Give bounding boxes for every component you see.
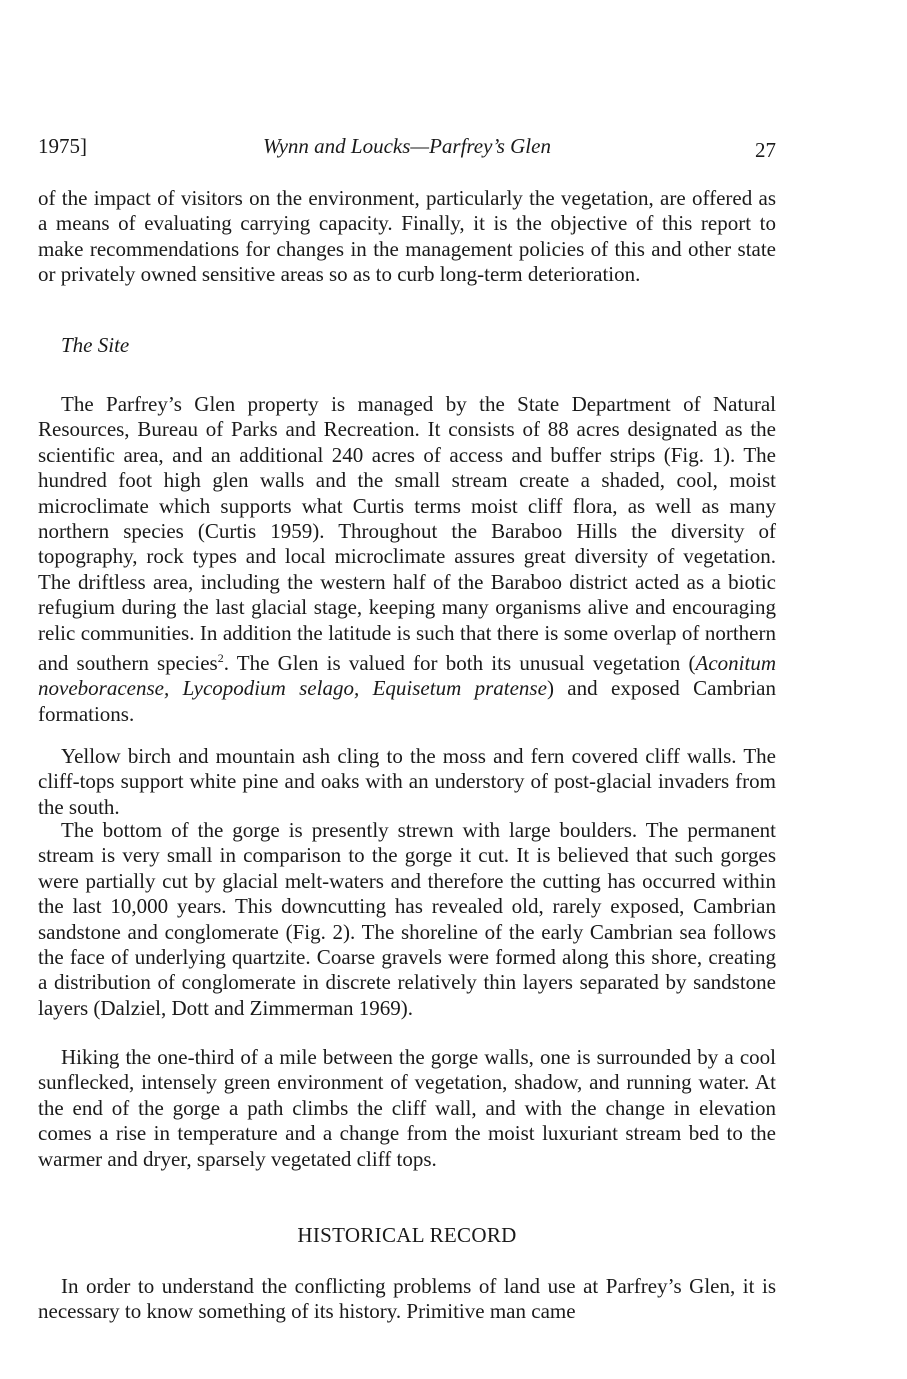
article-running-title: Wynn and Loucks—Parfrey’s Glen	[263, 134, 551, 158]
species-list: Aconitum noveboracense, Lycopodium selago, Equisetum pratense	[38, 651, 776, 701]
site-p1-text-c: ) and exposed Cambrian formations.	[38, 676, 776, 726]
site-paragraph-1	[38, 392, 776, 727]
page-number: 27	[755, 138, 776, 162]
page	[38, 0, 776, 1379]
historical-record-heading: HISTORICAL RECORD	[297, 1223, 517, 1247]
site-paragraph-3: The bottom of the gorge is presently strewn with large boulders. The permanent stream is very small in comparison to the gorge it cut. It is believed that such gorges were partially cut by glacial melt-waters and therefore the cutting has occurred within the last 10,000 years. This downcutting has revealed old, rarely exposed, Cambrian sandstone and conglomerate (Fig. 2). The shoreline of the early Cambrian sea follows the face of underlying quartzite. Coarse gravels were formed along this shore, creating a distribution of conglomerate in discrete relatively thin layers separated by sandstone layers (Dalziel, Dott and Zimmerman 1969).	[38, 818, 776, 1020]
intro-paragraph: of the impact of visitors on the environment, particularly the vegetation, are offered as a means of evaluating carrying capacity. Finally, it is the objective of this report to make recommendations for changes in the management policies of this and other state or privately owned sensitive areas so as to curb long-term deterioration.	[38, 186, 776, 287]
site-paragraph-2: Yellow birch and mountain ash cling to the moss and fern covered cliff walls. The cliff-tops support white pine and oaks with an understory of post-glacial invaders from the south.	[38, 744, 776, 819]
site-heading: The Site	[61, 333, 130, 357]
footnote-marker: 2	[217, 651, 224, 666]
site-p1-text-a: The Parfrey’s Glen property is managed by the State Department of Natural Resources, Bureau of Parks and Recreation. It consists of 88 acres designated as the scientific area, and an additional 240 acres of access and buffer strips (Fig. 1). The hundred foot high glen walls and the small stream create a shaded, cool, moist microclimate which supports what Curtis terms moist cliff flora, as well as many northern species (Curtis 1959). Throughout the Baraboo Hills the diversity of topography, rock types and local microclimate assures great diversity of vegetation. The driftless area, including the western half of the Baraboo district acted as a biotic refugium during the last glacial stage, keeping many organisms alive and encouraging relic communities. In addition the latitude is such that there is some overlap of northern and southern species	[38, 392, 776, 676]
site-p1-text-b: . The Glen is valued for both its unusual vegetation (	[223, 651, 696, 676]
historical-paragraph-1: In order to understand the conflicting problems of land use at Parfrey’s Glen, it is necessary to know something of its history. Primitive man came	[38, 1274, 776, 1324]
running-head	[38, 134, 776, 162]
site-paragraph-4: Hiking the one-third of a mile between the gorge walls, one is surrounded by a cool sunflecked, intensely green environment of vegetation, shadow, and running water. At the end of the gorge a path climbs the cliff wall, and with the change in elevation comes a rise in temperature and a change from the moist luxuriant stream bed to the warmer and dryer, sparsely vegetated cliff tops.	[38, 1045, 776, 1171]
journal-year: 1975]	[38, 134, 87, 158]
